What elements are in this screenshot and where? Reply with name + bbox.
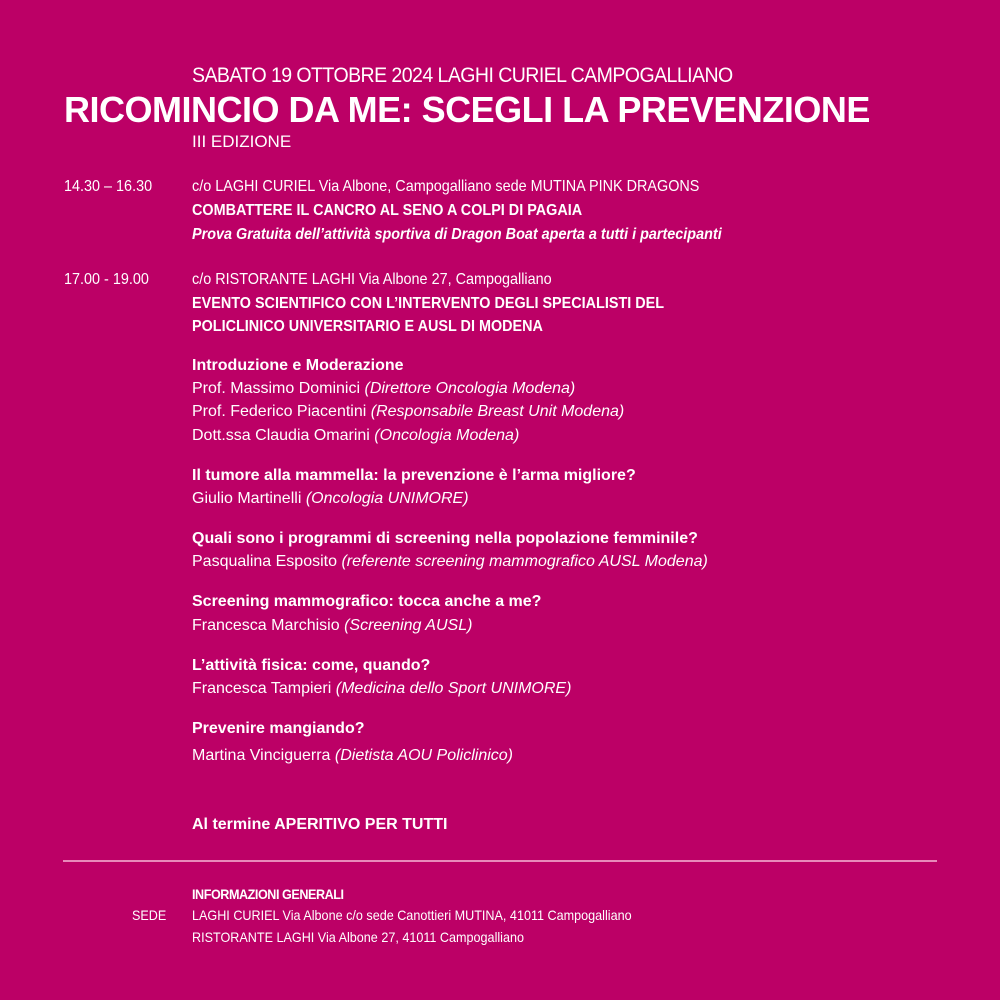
session-1-headline: COMBATTERE IL CANCRO AL SENO A COLPI DI PAGAIA — [192, 202, 583, 219]
session-2-venue: c/o RISTORANTE LAGHI Via Albone 27, Campogalliano — [192, 271, 552, 288]
speaker-name: Francesca Tampieri — [192, 680, 332, 697]
program-topic: Il tumore alla mammella: la prevenzione è l’arma migliore? — [192, 467, 636, 484]
session-1-venue: c/o LAGHI CURIEL Via Albone, Campogalliano sede MUTINA PINK DRAGONS — [192, 178, 700, 195]
speaker-role: (Oncologia UNIMORE) — [305, 490, 469, 507]
speaker-role: (referente screening mammografico AUSL Modena) — [341, 553, 708, 570]
program-speaker — [192, 490, 469, 508]
program-topic: L’attività fisica: come, quando? — [192, 657, 431, 674]
closing-note — [192, 816, 447, 834]
program-speaker — [192, 617, 472, 635]
info-venue-line: RISTORANTE LAGHI Via Albone 27, 41011 Campogalliano — [192, 929, 524, 945]
speaker-role: (Screening AUSL) — [344, 617, 473, 634]
closing-highlight: APERITIVO PER TUTTI — [274, 816, 448, 833]
program-speaker — [192, 680, 571, 698]
session-1-note: Prova Gratuita dell’attività sportiva di Dragon Boat aperta a tutti i partecipanti — [192, 226, 722, 243]
program-speaker — [192, 747, 513, 765]
event-edition: III EDIZIONE — [192, 132, 292, 151]
speaker-name: Prof. Massimo Dominici — [192, 380, 361, 397]
speaker-role: (Medicina dello Sport UNIMORE) — [335, 680, 572, 697]
program-topic: Introduzione e Moderazione — [192, 357, 404, 374]
session-2-headline-line-2: POLICLINICO UNIVERSITARIO E AUSL DI MODENA — [192, 318, 543, 335]
speaker-name: Pasqualina Esposito — [192, 553, 337, 570]
divider — [63, 860, 937, 862]
program-topic: Quali sono i programmi di screening nella popolazione femminile? — [192, 530, 698, 547]
program-topic: Prevenire mangiando? — [192, 720, 365, 737]
closing-prefix: Al termine — [192, 816, 275, 833]
speaker-role: (Direttore Oncologia Modena) — [364, 380, 576, 397]
session-1-time: 14.30 – 16.30 — [64, 178, 153, 195]
speaker-role: (Responsabile Breast Unit Modena) — [370, 403, 625, 420]
session-2-headline-line-1: EVENTO SCIENTIFICO CON L’INTERVENTO DEGLI SPECIALISTI DEL — [192, 295, 665, 312]
session-2-time: 17.00 - 19.00 — [64, 271, 149, 288]
speaker-role: (Dietista AOU Policlinico) — [334, 747, 514, 764]
program-speaker — [192, 403, 624, 421]
info-venue-line: LAGHI CURIEL Via Albone c/o sede Canottieri MUTINA, 41011 Campogalliano — [192, 907, 632, 923]
event-title: RICOMINCIO DA ME: SCEGLI LA PREVENZIONE — [64, 89, 870, 130]
event-date-location: SABATO 19 OTTOBRE 2024 LAGHI CURIEL CAMPOGALLIANO — [192, 64, 733, 87]
speaker-name: Giulio Martinelli — [192, 490, 302, 507]
program-speaker — [192, 427, 519, 445]
speaker-name: Martina Vinciguerra — [192, 747, 331, 764]
program-topic: Screening mammografico: tocca anche a me? — [192, 593, 542, 610]
speaker-name: Francesca Marchisio — [192, 617, 340, 634]
info-label: SEDE — [132, 907, 167, 923]
speaker-name: Dott.ssa Claudia Omarini — [192, 427, 370, 444]
speaker-role: (Oncologia Modena) — [374, 427, 520, 444]
info-heading: INFORMAZIONI GENERALI — [192, 886, 344, 902]
program-speaker — [192, 553, 708, 571]
speaker-name: Prof. Federico Piacentini — [192, 403, 367, 420]
program-speaker — [192, 380, 575, 398]
